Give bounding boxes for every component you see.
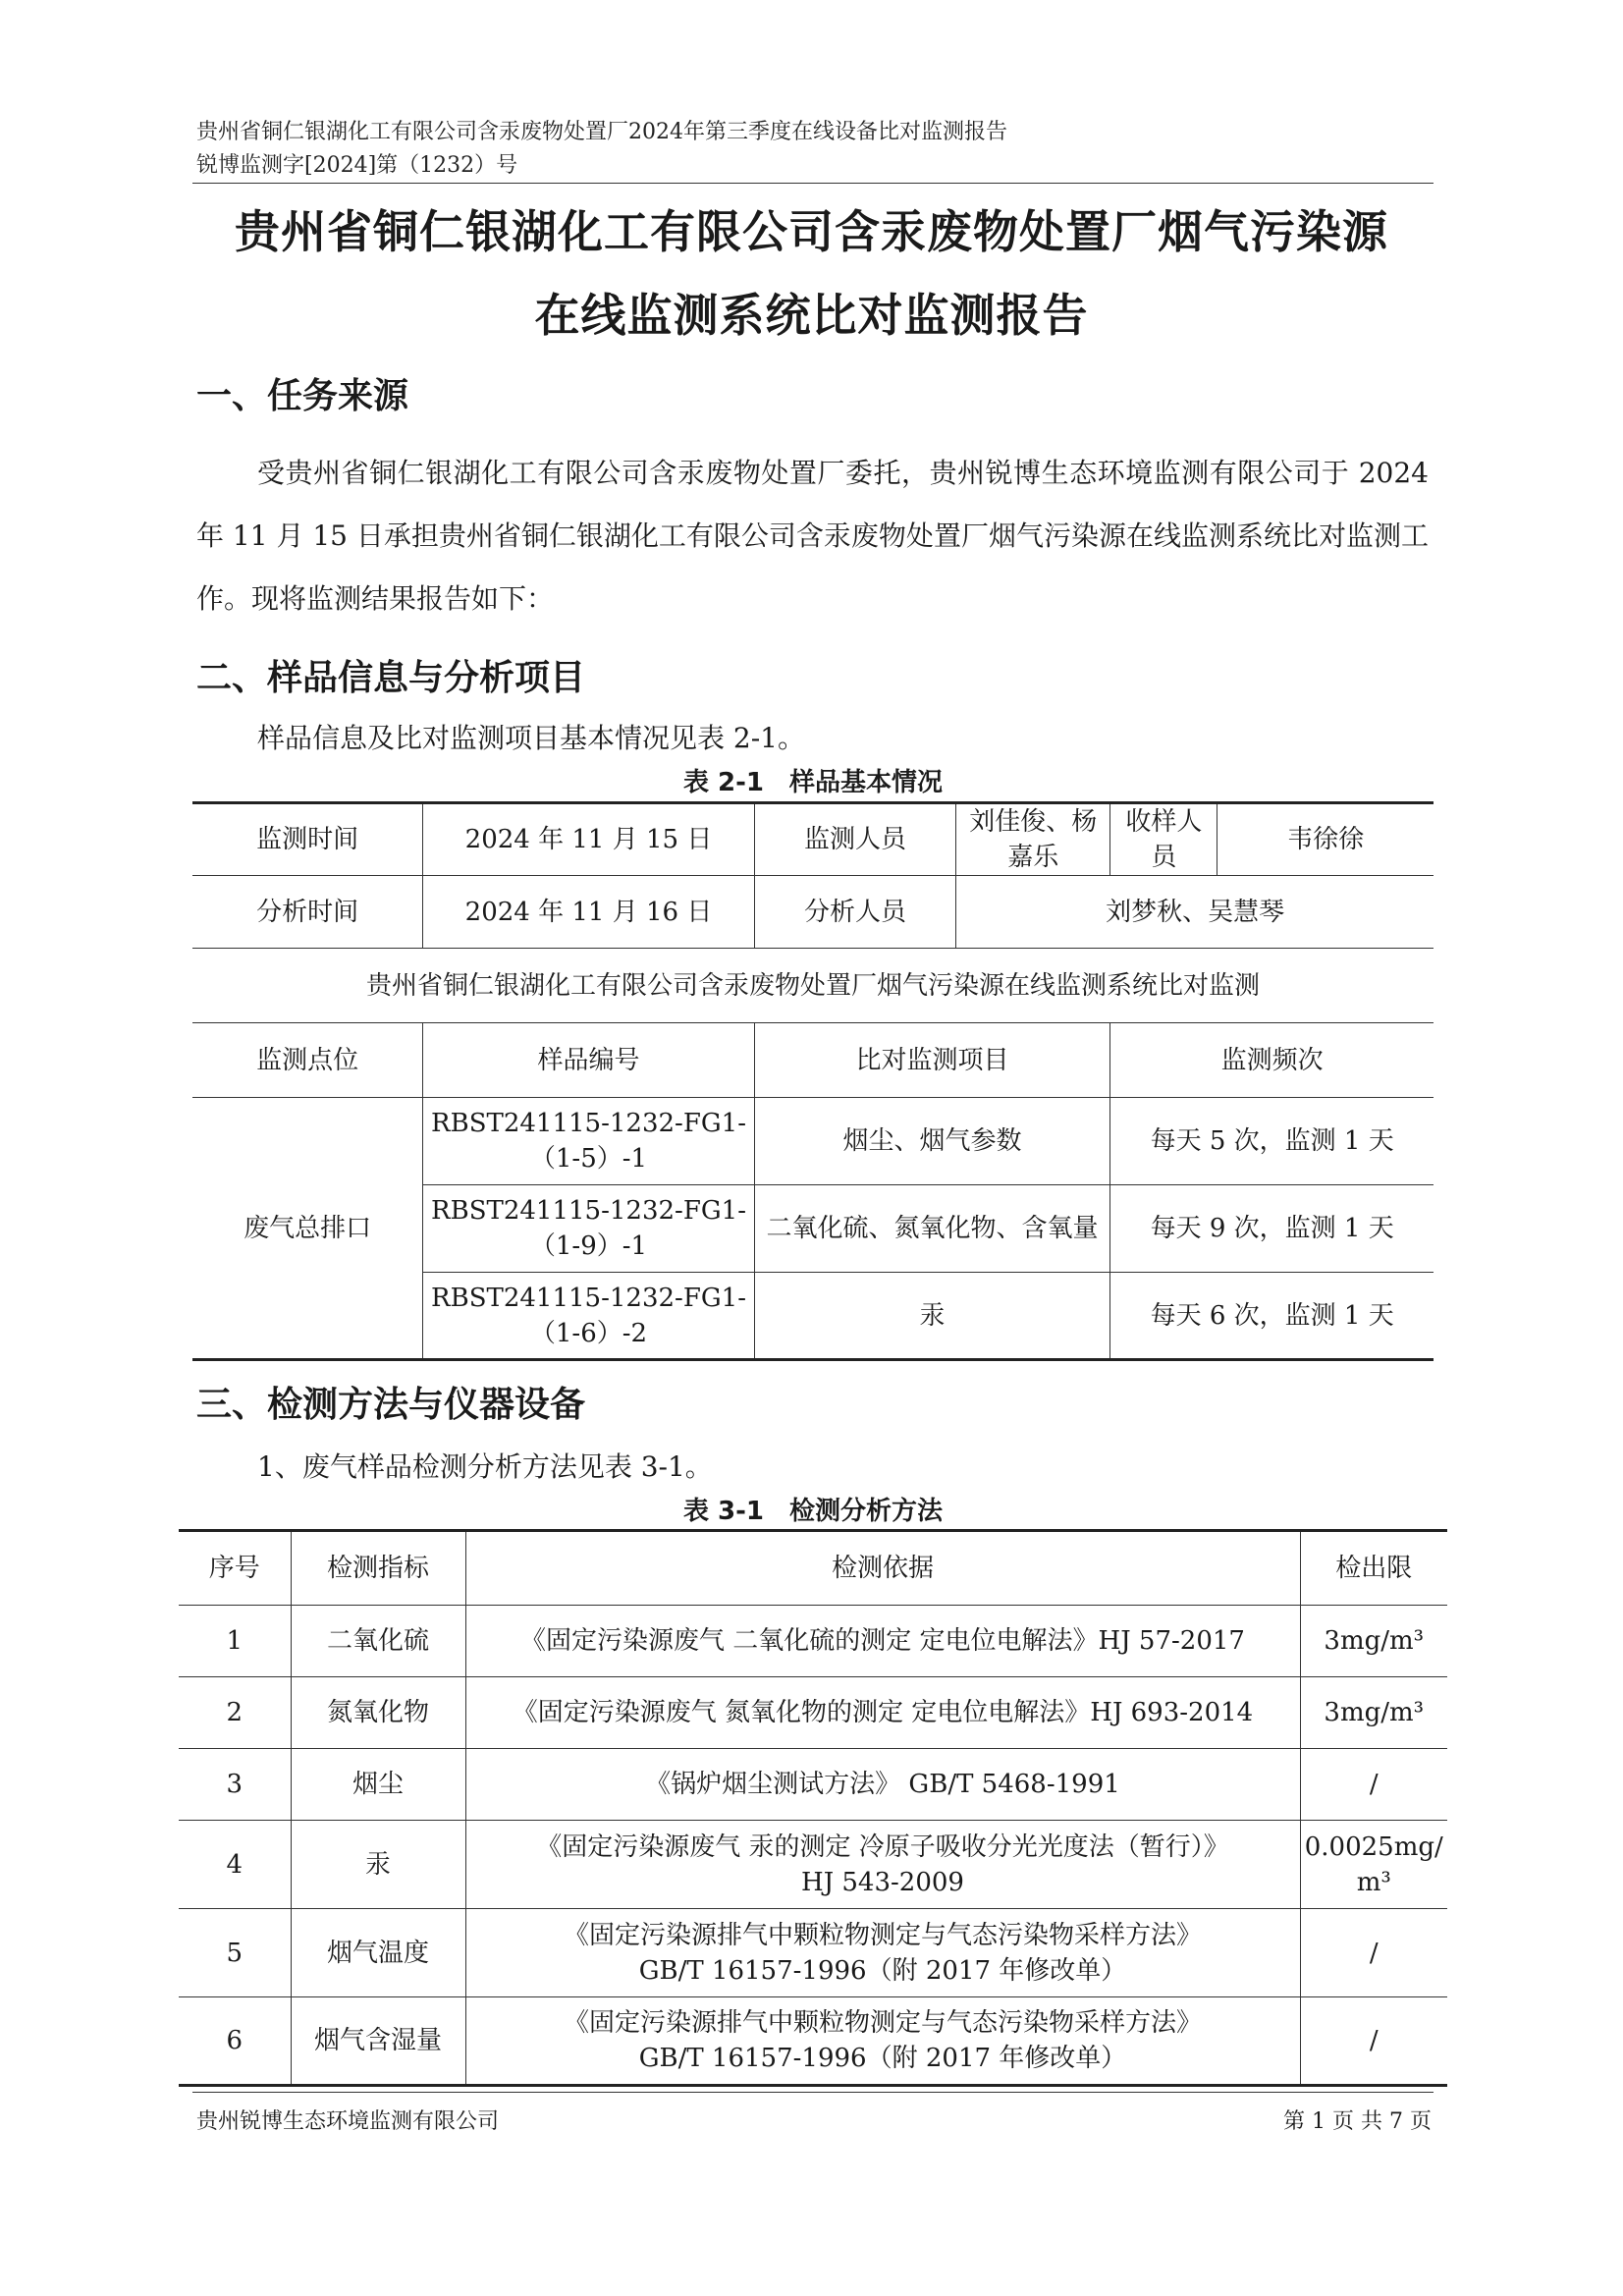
limit-cell: [1300, 1821, 1447, 1909]
row-number: 3: [179, 1749, 291, 1821]
document-title-line1: 贵州省铜仁银湖化工有限公司含汞废物处置厂烟气污染源: [235, 205, 1388, 258]
table-row: [192, 949, 1434, 1023]
table-header-cell: 比对监测项目: [754, 1023, 1110, 1098]
table-row: [179, 1909, 1447, 1997]
table-cell: 二氧化硫、氮氧化物、含氧量: [754, 1185, 1110, 1273]
sample-code: RBST241115-1232-FG1-: [431, 1109, 746, 1138]
table-row: [179, 1997, 1447, 2086]
table-3-1-caption: 表 3-1 检测分析方法: [682, 1497, 944, 1526]
basis-cell: [465, 1909, 1300, 1997]
table-row: [192, 1098, 1434, 1185]
basis-cell: [465, 1821, 1300, 1909]
sample-code: RBST241115-1232-FG1-: [431, 1283, 746, 1313]
section3-intro: 1、废气样品检测分析方法见表 3-1。: [257, 1450, 713, 1483]
section1-paragraph: 受贵州省铜仁银湖化工有限公司含汞废物处置厂委托，贵州锐博生态环境监测有限公司于 2024 年 11 月 15 日承担贵州省铜仁银湖化工有限公司含汞废物处置厂烟气污染源在线监测系统比对监测工作。现将监测结果报告如下：: [196, 457, 1429, 615]
table-cell: 2024 年 11 月 16 日: [423, 876, 754, 949]
table-header-cell: 检测指标: [291, 1531, 465, 1606]
basis-line: GB/T 16157-1996（附 2017 年修改单）: [638, 1955, 1127, 1986]
indicator-cell: 二氧化硫: [291, 1606, 465, 1677]
row-number: 1: [179, 1606, 291, 1677]
sample-code-suffix: （1-6）-2: [529, 1318, 648, 1348]
basis-line: 《固定污染源排气中颗粒物测定与气态污染物采样方法》: [563, 1920, 1202, 1950]
table-header-cell: 样品编号: [423, 1023, 754, 1098]
table-cell: 汞: [754, 1273, 1110, 1360]
basis-line: 《锅炉烟尘测试方法》 GB/T 5468-1991: [645, 1770, 1120, 1799]
limit-cell: 3mg/m³: [1300, 1677, 1447, 1749]
limit-cell: 3mg/m³: [1300, 1606, 1447, 1677]
table-header-row: [192, 1023, 1434, 1098]
table-header-cell: 检测依据: [465, 1531, 1300, 1606]
table-2-1-caption: 表 2-1 样品基本情况: [682, 768, 944, 797]
basis-cell: [465, 1997, 1300, 2086]
table-cell: 刘佳俊、杨嘉乐: [956, 803, 1110, 876]
indicator-cell: 烟尘: [291, 1749, 465, 1821]
limit-line: m³: [1356, 1867, 1391, 1897]
table-cell: 分析人员: [754, 876, 955, 949]
table-header-cell: 监测点位: [192, 1023, 423, 1098]
table-row: [179, 1677, 1447, 1749]
row-number: 4: [179, 1821, 291, 1909]
sample-code-suffix: （1-5）-1: [529, 1144, 648, 1174]
table-cell: [423, 1273, 754, 1360]
table-row: [192, 803, 1434, 876]
table-cell: 收样人员: [1110, 803, 1217, 876]
table-header-row: [179, 1531, 1447, 1606]
section3-heading: 三、检测方法与仪器设备: [196, 1385, 586, 1425]
footer-company: 贵州锐博生态环境监测有限公司: [196, 2109, 500, 2134]
row-number: 6: [179, 1997, 291, 2086]
indicator-cell: 烟气温度: [291, 1909, 465, 1997]
limit-cell: /: [1300, 1749, 1447, 1821]
table-cell: 每天 9 次，监测 1 天: [1110, 1185, 1434, 1273]
footer-divider: [192, 2092, 1434, 2093]
basis-line: 《固定污染源废气 汞的测定 冷原子吸收分光光度法（暂行）》: [536, 1831, 1229, 1862]
basis-cell: [465, 1749, 1300, 1821]
table-cell: 废气总排口: [192, 1098, 423, 1360]
table-cell: [423, 1098, 754, 1185]
limit-line: 0.0025mg/: [1304, 1831, 1443, 1862]
indicator-cell: 烟气含湿量: [291, 1997, 465, 2086]
indicator-cell: 汞: [291, 1821, 465, 1909]
table-cell: 每天 5 次，监测 1 天: [1110, 1098, 1434, 1185]
table-cell: 分析时间: [192, 876, 423, 949]
table-row: [179, 1821, 1447, 1909]
table-cell: 每天 6 次，监测 1 天: [1110, 1273, 1434, 1360]
document-title-line2: 在线监测系统比对监测报告: [534, 289, 1089, 342]
analysis-method-table: [179, 1529, 1447, 2087]
limit-cell: /: [1300, 1997, 1447, 2086]
header-report-name: 贵州省铜仁银湖化工有限公司含汞废物处置厂2024年第三季度在线设备比对监测报告: [196, 120, 1007, 144]
table-cell: [423, 1185, 754, 1273]
table-row: [192, 876, 1434, 949]
header-divider: [192, 183, 1434, 184]
table-cell: 监测人员: [754, 803, 955, 876]
footer-page-number: 第 1 页 共 7 页: [1283, 2109, 1432, 2134]
basis-line: 《固定污染源废气 氮氧化物的测定 定电位电解法》HJ 693-2014: [512, 1698, 1254, 1727]
basis-cell: [465, 1677, 1300, 1749]
table-header-cell: 检出限: [1300, 1531, 1447, 1606]
section1-heading: 一、任务来源: [196, 376, 409, 416]
table-row: [179, 1749, 1447, 1821]
table-cell: 韦徐徐: [1217, 803, 1434, 876]
basis-cell: [465, 1606, 1300, 1677]
table-cell: 监测时间: [192, 803, 423, 876]
table-header-cell: 序号: [179, 1531, 291, 1606]
basis-line: 《固定污染源排气中颗粒物测定与气态污染物采样方法》: [563, 2008, 1202, 2038]
section2-intro: 样品信息及比对监测项目基本情况见表 2-1。: [257, 722, 805, 754]
running-header: [196, 116, 1007, 183]
sample-code: RBST241115-1232-FG1-: [431, 1196, 746, 1226]
table-header-cell: 监测频次: [1110, 1023, 1434, 1098]
section2-heading: 二、样品信息与分析项目: [196, 658, 586, 698]
row-number: 2: [179, 1677, 291, 1749]
basis-line: 《固定污染源废气 二氧化硫的测定 定电位电解法》HJ 57-2017: [520, 1626, 1245, 1656]
table-cell: 烟尘、烟气参数: [754, 1098, 1110, 1185]
indicator-cell: 氮氧化物: [291, 1677, 465, 1749]
sample-code-suffix: （1-9）-1: [529, 1231, 648, 1261]
table-cell: 2024 年 11 月 15 日: [423, 803, 754, 876]
row-number: 5: [179, 1909, 291, 1997]
table-cell: 刘梦秋、吴慧琴: [956, 876, 1434, 949]
table-row: [179, 1606, 1447, 1677]
table-cell: 贵州省铜仁银湖化工有限公司含汞废物处置厂烟气污染源在线监测系统比对监测: [192, 949, 1434, 1023]
limit-cell: /: [1300, 1909, 1447, 1997]
sample-info-table: [192, 801, 1434, 1361]
basis-line: HJ 543-2009: [801, 1867, 964, 1897]
basis-line: GB/T 16157-1996（附 2017 年修改单）: [638, 2044, 1127, 2073]
header-report-number: 锐博监测字[2024]第（1232）号: [196, 153, 518, 178]
